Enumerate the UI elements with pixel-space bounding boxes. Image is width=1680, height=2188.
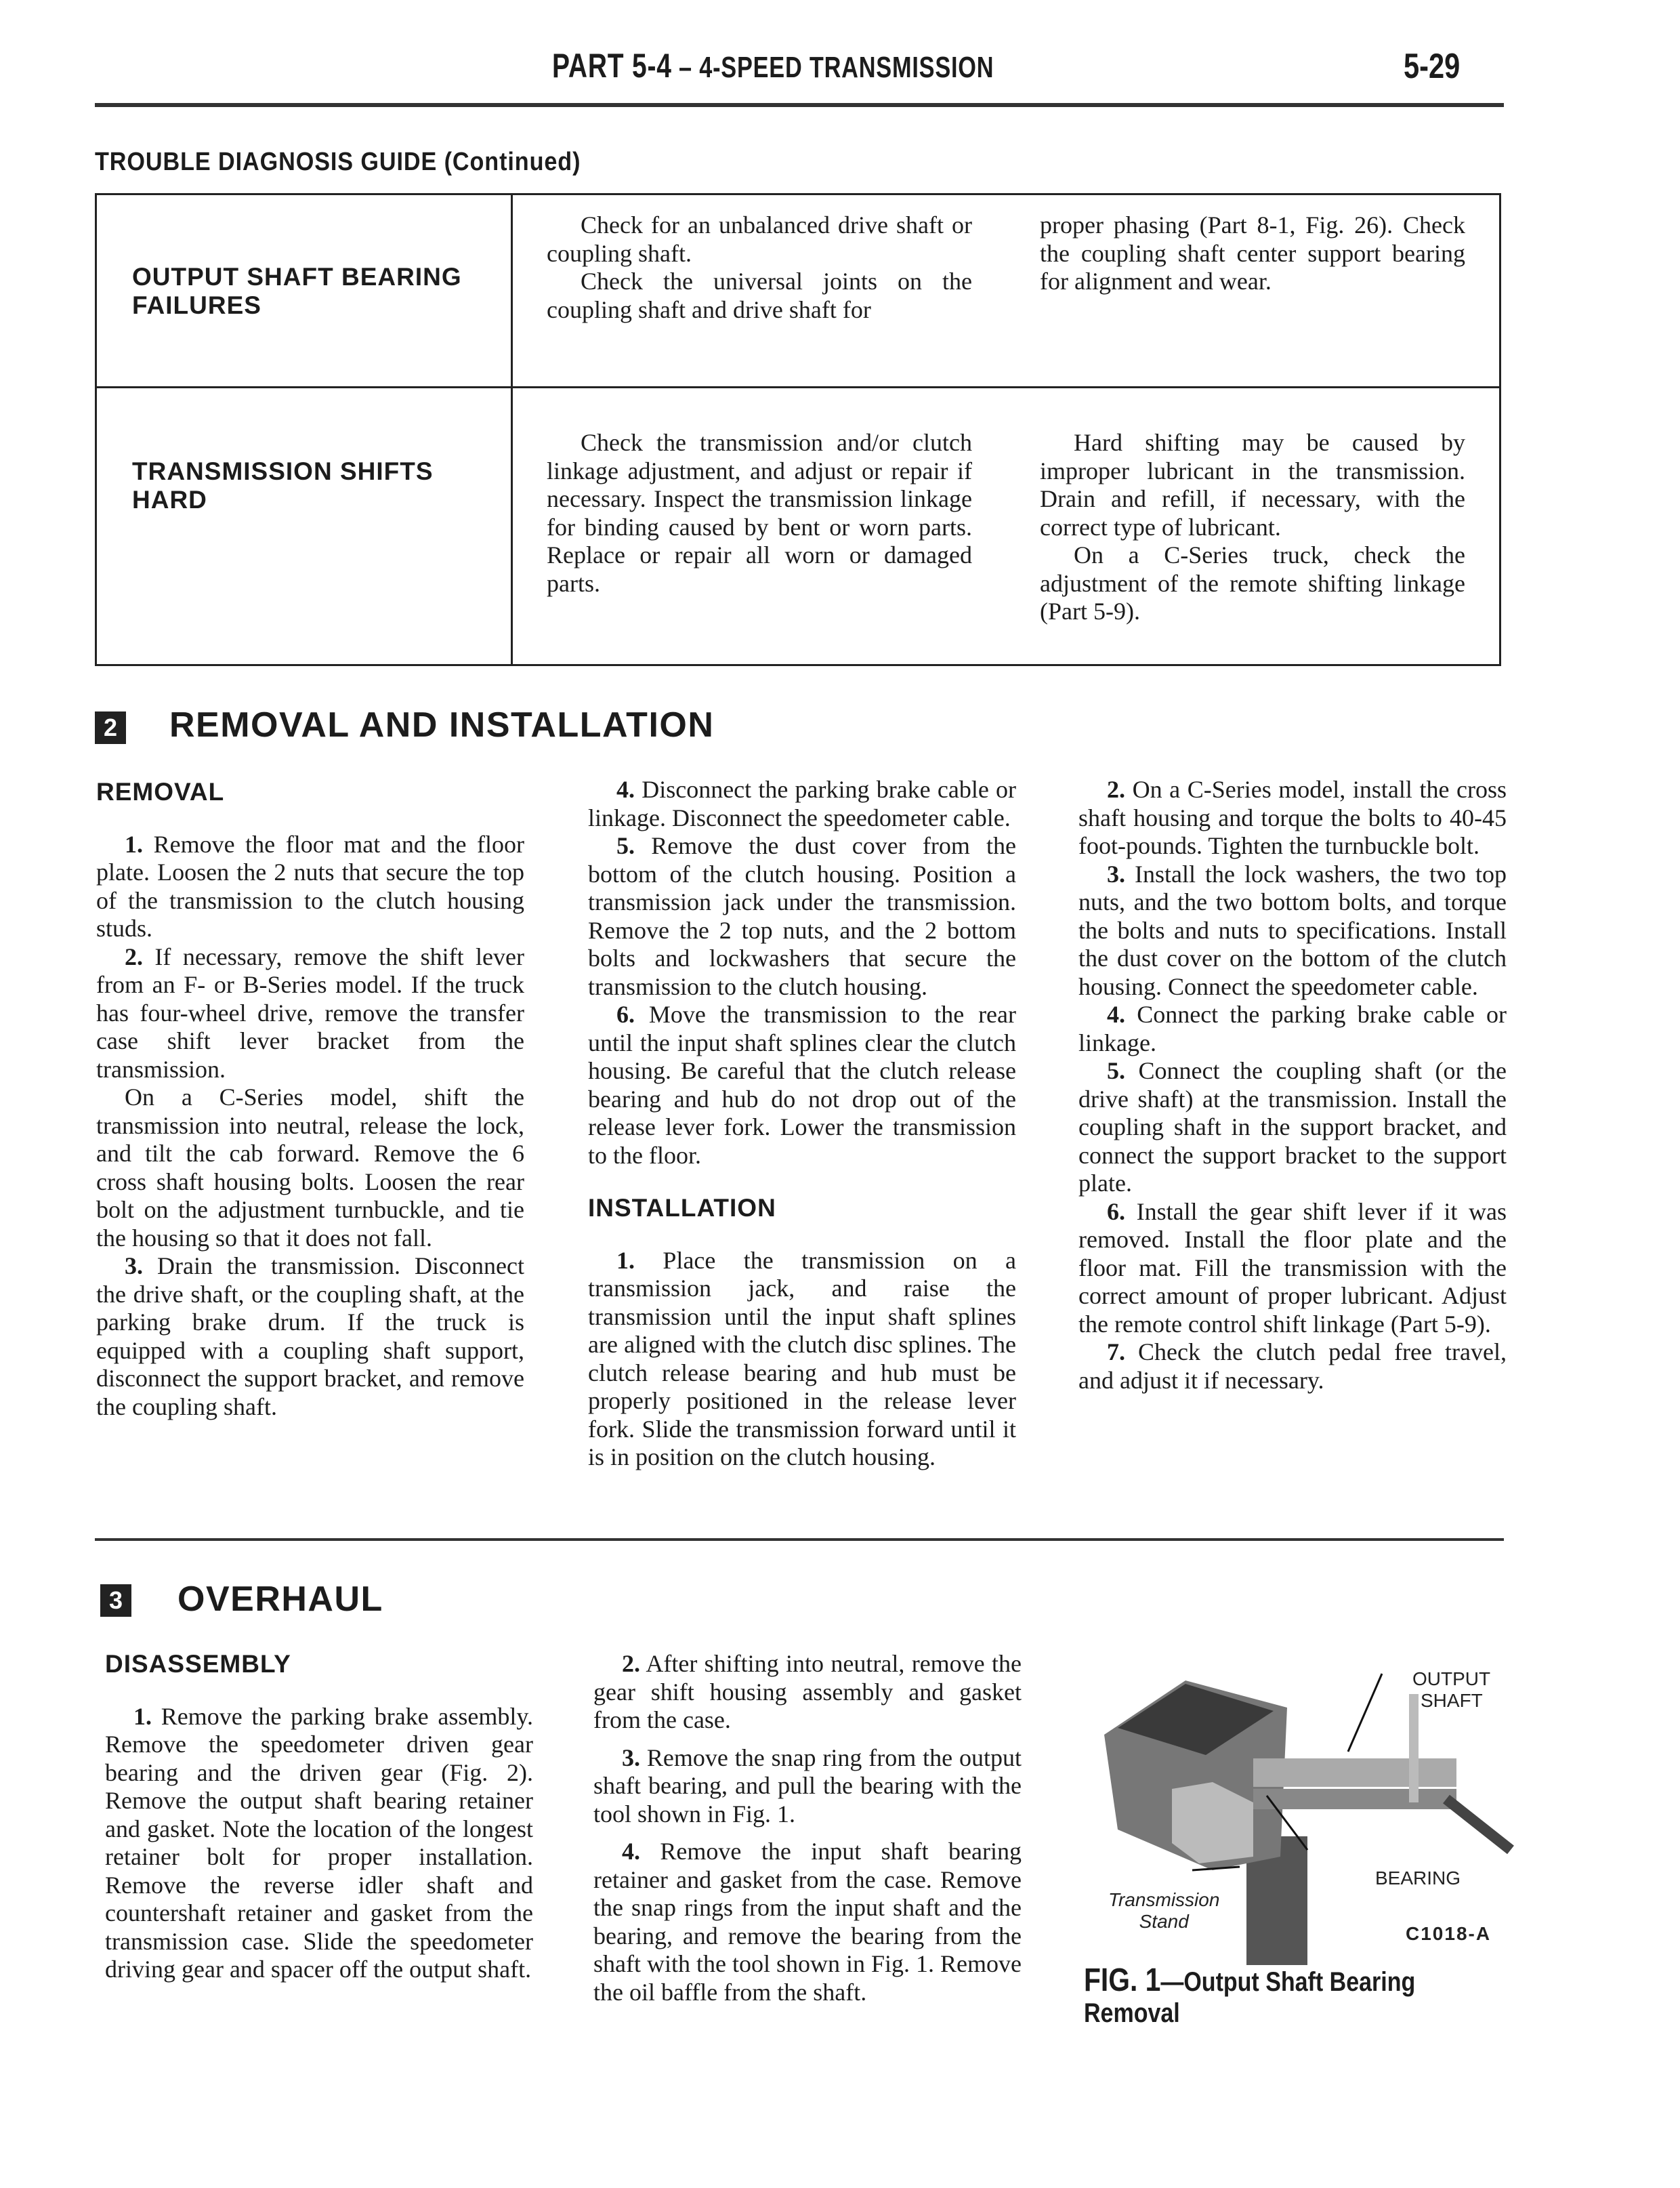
step-number: 2. [1107, 776, 1125, 803]
step-paragraph [96, 831, 524, 943]
step-text: Check the clutch pedal free travel, and adjust it if necessary. [1078, 1338, 1507, 1394]
removal-steps [96, 831, 524, 1422]
trouble-diagnosis-table [95, 193, 1501, 666]
step-text: Place the transmission on a transmission jack, and raise the transmission until the input shaft splines are aligned with the clutch disc splines. The clutch release bearing and hub must be properly positioned in the release lever fork. Slide the transmission forward until it is in position on the clutch housing. [588, 1246, 1016, 1470]
condition-cell: TRANSMISSION SHIFTS HARD [96, 388, 512, 665]
step-text: Disconnect the parking brake cable or linkage. Disconnect the speedometer cable. [588, 776, 1016, 831]
step-number: 2. [125, 943, 143, 970]
step-text: Connect the coupling shaft (or the drive shaft) at the transmission. Install the coupling shaft in the support bracket, and connect the support bracket to the support plate. [1078, 1057, 1507, 1197]
step-text: Install the gear shift lever if it was removed. Install the floor plate and the floor mat. Fill the transmission with the correct amount of proper lubricant. Adjust the remote control shift linkage (Part 5-9). [1078, 1197, 1507, 1338]
step-text: Remove the snap ring from the output shaft bearing, and pull the bearing with the tool shown in Fig. 1. [593, 1743, 1022, 1828]
section-title: OVERHAUL [177, 1580, 383, 1619]
caption-text: —Output Shaft Bearing [1160, 1967, 1416, 1997]
step-text: On a C-Series model, install the cross shaft housing and torque the bolts to 40-45 foot-pounds. Tighten the turnbuckle bolt. [1078, 776, 1507, 859]
step-paragraph [96, 943, 524, 1084]
step-paragraph [588, 776, 1016, 832]
figure-number: FIG. 1 [1084, 1962, 1161, 1998]
condition-cell: OUTPUT SHAFT BEARING FAILURES [96, 194, 512, 388]
step-text: Install the lock washers, the two top nuts, and the two bottom bolts, and torque the bolts and nuts to specifications. Install the dust cover on the bottom of the clutch housing. Connect the speedometer cable. [1078, 860, 1507, 1000]
remedy-text: Check the universal joints on the coupling shaft and drive shaft for [547, 268, 972, 323]
spacer [593, 1828, 1022, 1838]
disassembly-column-2 [593, 1650, 1022, 2006]
section-number-badge: 2 [95, 711, 126, 744]
step-paragraph [588, 832, 1016, 1001]
page-number: 5-29 [1404, 47, 1461, 86]
step-paragraph [1078, 1198, 1507, 1339]
label-output-shaft [1412, 1668, 1490, 1712]
remedy-text: On a C-Series truck, check the adjustment of the remote shifting linkage (Part 5-9). [1040, 541, 1465, 625]
label-line: OUTPUT [1412, 1668, 1491, 1689]
label-bearing: BEARING [1375, 1867, 1461, 1888]
disassembly-column-1 [105, 1650, 533, 1984]
label-line: Stand [1139, 1911, 1189, 1932]
step-paragraph [588, 1247, 1016, 1472]
removal-steps-continued [588, 776, 1016, 1170]
step-text: Connect the parking brake cable or linkage. [1078, 1001, 1507, 1056]
step-number: 7. [1107, 1338, 1125, 1365]
step-number: 5. [1107, 1057, 1125, 1084]
installation-heading: INSTALLATION [588, 1194, 776, 1222]
step-paragraph [105, 1703, 533, 1984]
step-paragraph [96, 1083, 524, 1252]
installation-column-3 [1078, 776, 1507, 1395]
tool-bar [1446, 1799, 1511, 1850]
figure-caption [1084, 1962, 1416, 2029]
step-paragraph [588, 1001, 1016, 1170]
section-rule [95, 1538, 1504, 1541]
remedy-cell [512, 194, 1500, 388]
step-number: 3. [125, 1252, 143, 1279]
section-title: REMOVAL AND INSTALLATION [169, 705, 715, 745]
step-text: Remove the parking brake assembly. Remove the speedometer driven gear bearing and the driven gear (Fig. 2). Remove the output shaft bearing retainer and gasket. Note the location of the longest retainer bolt for proper installation. Remove the reverse idler shaft and countershaft retainer and gasket from the transmission case. Slide the speedometer driving gear and spacer off the output shaft. [105, 1702, 533, 1983]
installation-steps [588, 1247, 1016, 1472]
step-number: 3. [1107, 860, 1125, 888]
step-number: 4. [616, 776, 635, 803]
step-number: 6. [616, 1001, 635, 1028]
label-line: SHAFT [1421, 1690, 1483, 1711]
label-line: Transmission [1108, 1889, 1220, 1910]
removal-column-2 [588, 776, 1016, 1472]
step-number: 1. [616, 1246, 635, 1274]
installation-steps-continued [1078, 776, 1507, 1395]
section-number-badge: 3 [100, 1584, 131, 1617]
step-paragraph [1078, 1338, 1507, 1395]
step-number: 2. [622, 1650, 640, 1677]
header-rule [95, 103, 1504, 107]
step-paragraph [593, 1838, 1022, 2006]
step-paragraph [1078, 1001, 1507, 1057]
step-text: Remove the dust cover from the bottom of the clutch housing. Position a transmission jack under the transmission. Remove the 2 top nuts, and the 2 bottom bolts and lockwashers that secure the transmission to the clutch housing. [588, 832, 1016, 1000]
step-text: After shifting into neutral, remove the gear shift housing assembly and gasket from the case. [593, 1650, 1022, 1733]
step-paragraph [1078, 776, 1507, 861]
disassembly-heading: DISASSEMBLY [105, 1650, 291, 1678]
step-number: 5. [616, 832, 635, 859]
step-text: Move the transmission to the rear until the input shaft splines clear the clutch housing. Be careful that the clutch release bearing and hub do not drop out of the release lever fork. Lower the transmission to the floor. [588, 1001, 1016, 1169]
step-text: If necessary, remove the shift lever from an F- or B-Series model. If the truck has four-wheel drive, remove the transfer case shift lever bracket from the transmission. [96, 943, 524, 1083]
table-row [96, 388, 1500, 665]
step-paragraph [96, 1252, 524, 1421]
step-number: 1. [125, 830, 143, 858]
disassembly-steps-continued [593, 1650, 1022, 2006]
remedy-cell [512, 388, 1500, 665]
remedy-text: Check for an unbalanced drive shaft or coupling shaft. [547, 211, 972, 267]
figure-code: C1018-A [1406, 1923, 1492, 1944]
part-number: PART 5-4 [552, 47, 672, 85]
label-transmission-stand [1108, 1889, 1219, 1933]
part-title: 4-SPEED TRANSMISSION [699, 51, 994, 84]
step-paragraph [593, 1744, 1022, 1829]
puller-rod [1253, 1789, 1456, 1809]
step-paragraph [593, 1650, 1022, 1735]
remedy-text: Check the transmission and/or clutch linkage adjustment, and adjust or repair if necessary. Inspect the transmission linkage for binding caused by bent or worn parts. Replace or repair all worn or damaged parts. [547, 429, 972, 597]
step-text: Remove the input shaft bearing retainer and gasket from the case. Remove the snap rings from the input shaft and the bearing, and remove the bearing from the shaft with the tool shown in Fig. 1. Remove the oil baffle from the shaft. [593, 1838, 1022, 2006]
step-number: 3. [622, 1743, 640, 1771]
removal-column-1 [96, 778, 524, 1421]
step-number: 6. [1107, 1197, 1125, 1225]
running-title [552, 46, 994, 85]
remedy-text: Hard shifting may be caused by improper lubricant in the transmission. Drain and refill, if necessary, with the correct type of lubricant. [1040, 429, 1465, 541]
step-paragraph [1078, 1057, 1507, 1198]
table-row [96, 194, 1500, 388]
step-number: 1. [133, 1702, 152, 1730]
spacer [593, 1735, 1022, 1744]
removal-heading: REMOVAL [96, 778, 225, 806]
step-text: Drain the transmission. Disconnect the drive shaft, or the coupling shaft, at the parking brake drum. If the truck is equipped with a coupling shaft support, disconnect the support bracket, and remove the coupling shaft. [96, 1252, 524, 1420]
trouble-guide-title: TROUBLE DIAGNOSIS GUIDE (Continued) [95, 148, 581, 176]
step-number: 4. [1107, 1001, 1125, 1028]
dash: – [671, 51, 700, 84]
puller-shaft [1253, 1758, 1456, 1787]
step-number: 4. [622, 1838, 640, 1865]
disassembly-steps [105, 1703, 533, 1984]
step-paragraph [1078, 861, 1507, 1002]
arrow-output-shaft [1348, 1674, 1382, 1752]
page-header [0, 46, 1680, 94]
remedy-text: proper phasing (Part 8-1, Fig. 26). Check the coupling shaft center support bearing for alignment and wear. [1040, 211, 1465, 295]
step-text: On a C-Series model, shift the transmission into neutral, release the lock, and tilt the cab forward. Remove the 6 cross shaft housing bolts. Loosen the rear bolt on the adjustment turnbuckle, and tie the housing so that it does not fall. [96, 1083, 524, 1252]
step-text: Remove the floor mat and the floor plate. Loosen the 2 nuts that secure the top of the transmission to the clutch housing studs. [96, 830, 524, 942]
caption-text: Removal [1084, 1998, 1180, 2028]
